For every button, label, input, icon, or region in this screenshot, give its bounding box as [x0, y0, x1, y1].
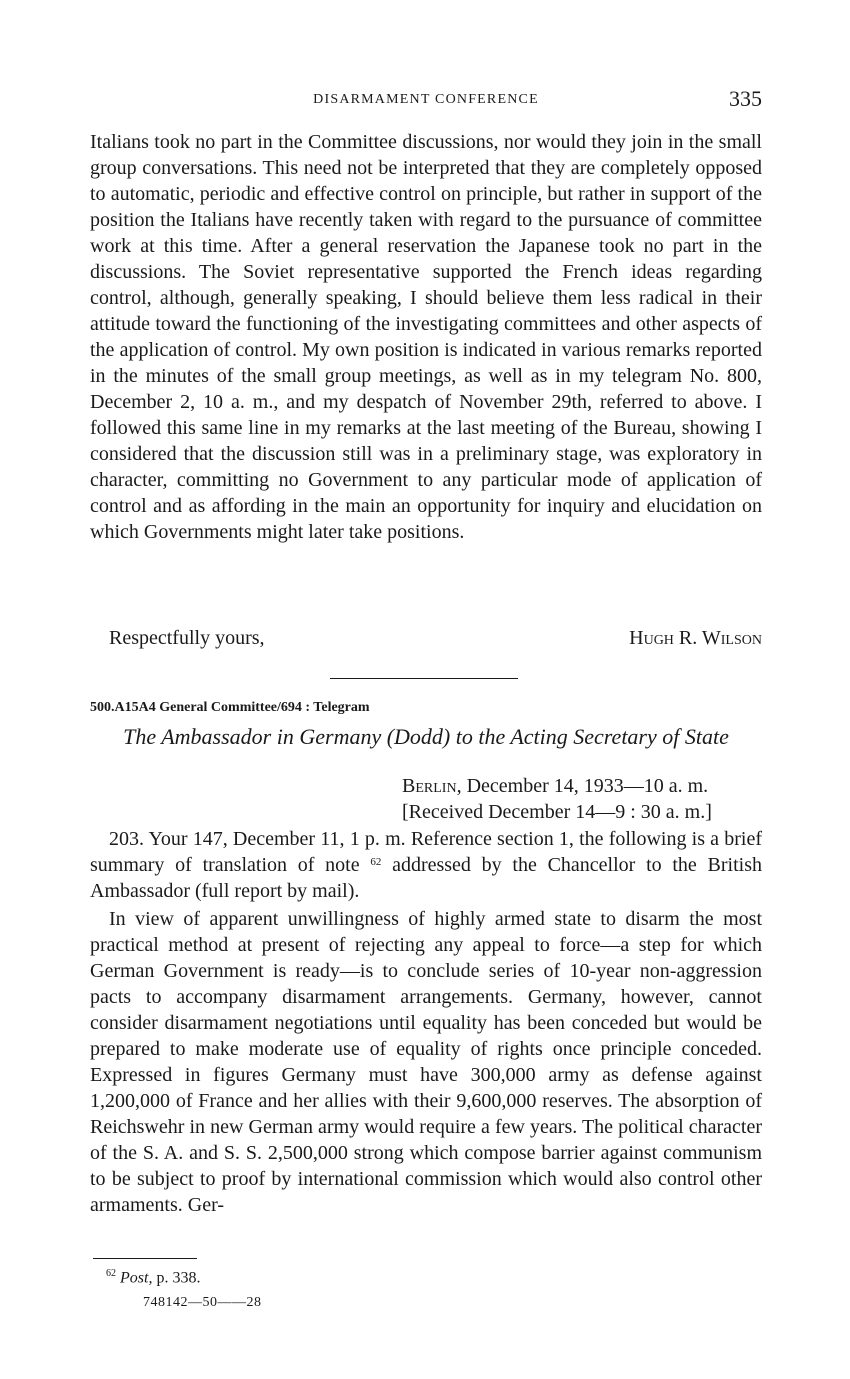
letter-closing-paragraph: Italians took no part in the Committee discussions, nor would they join in the small group conversations. This need not be interpreted that they are completely opposed to automatic, periodic and effective control on principle, but rather in support of the position the Italians have recently taken with regard to the pursuance of committee work at this time. After a general reservation the Japanese took no part in the discussions. The Soviet representative supported the French ideas regarding control, although, generally speaking, I should believe them less radical in their attitude toward the functioning of the investigating committees and other aspects of the application of control. My own position is indicated in various remarks reported in the minutes of the small group meetings, as well as in my telegram No. 800, December 2, 10 a. m., and my despatch of November 29th, referred to above. I followed this same line in my remarks at the last meeting of the Bureau, showing I considered that the discussion still was in a preliminary stage, was exploratory in character, committing no Government to any particular mode of application of control and as affording in the main an opportunity for inquiry and elucidation on which Governments might later take positions. [90, 131, 762, 543]
footnote [106, 1268, 200, 1287]
running-title: DISARMAMENT CONFERENCE [313, 92, 539, 107]
page-number: 335 [729, 86, 762, 111]
footnote-source: Post, [120, 1269, 153, 1287]
print-code: 748142—50——28 [143, 1295, 262, 1310]
dateline-sent [402, 773, 712, 799]
footnote-reference: 62 [370, 856, 382, 868]
telegram-paragraph-1 [90, 826, 762, 904]
document-title: The Ambassador in Germany (Dodd) to the Acting Secretary of State [123, 724, 729, 749]
dateline [402, 773, 712, 825]
section-divider [330, 678, 518, 679]
dateline-date: , December 14, 1933—10 a. m. [456, 775, 709, 797]
dateline-received: [Received December 14—9 : 30 a. m.] [402, 801, 712, 823]
telegram-text-before-note: 203. Your 147, December 11, 1 p. m. Reference section 1, the following is a brief summary of translation of note [90, 828, 762, 876]
footnote-page: p. 338. [152, 1269, 201, 1287]
footnote-rule [93, 1258, 197, 1259]
telegram-paragraph-2: In view of apparent unwillingness of highly armed state to disarm the most practical method at present of rejecting any appeal to force—a step for which German Government is ready—is to conclude series of 10-year non-aggression pacts to accompany disarmament arrangements. Germany, however, cannot consider disarmament negotiations until equality has been conceded but would be prepared to make moderate use of equality of rights once principle conceded. Expressed in figures Germany must have 300,000 army as defense against 1,200,000 of France and her allies with their 9,600,000 reserves. The absorption of Reichswehr in new German army would require a few years. The political character of the S. A. and S. S. 2,500,000 strong which compose barrier against communism to be subject to proof by international commission which would also control other armaments. Ger- [90, 908, 762, 1216]
page-header [90, 86, 762, 114]
signature: Hugh R. Wilson [629, 627, 762, 649]
dateline-city: Berlin [402, 775, 457, 797]
telegram-text-after-note: addressed by the Chancellor to the British Ambassador (full report by mail). [90, 854, 763, 902]
letter-closing [90, 627, 762, 655]
footnote-marker: 62 [106, 1268, 116, 1279]
file-reference: 500.A15A4 General Committee/694 : Telegram [90, 700, 370, 715]
salutation: Respectfully yours, [109, 627, 265, 649]
